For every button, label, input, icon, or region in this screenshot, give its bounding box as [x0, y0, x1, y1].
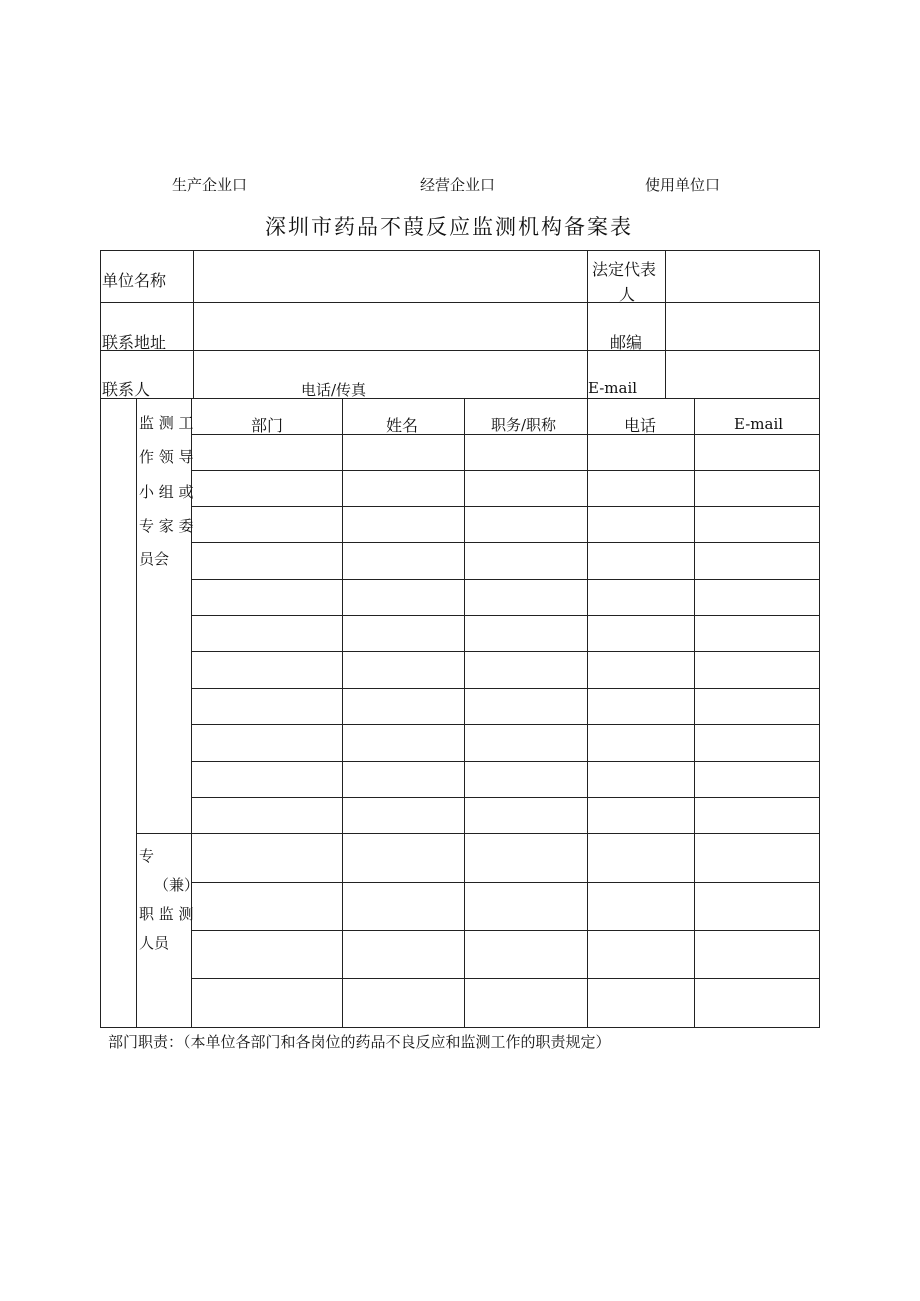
option-manufacturer[interactable]: 生产企业口: [172, 176, 248, 194]
postcode-label: 邮编: [610, 333, 643, 352]
column-header-phone: 电话: [624, 416, 657, 435]
unit-name-field[interactable]: [194, 251, 586, 301]
group1-label-line: 员会: [139, 550, 170, 568]
group1-label-line: 专 家 委: [139, 517, 194, 535]
email-label: E-mail: [588, 379, 638, 397]
unit-name-label: 单位名称: [102, 271, 167, 290]
column-header-department: 部门: [251, 416, 284, 435]
email-field[interactable]: [666, 351, 818, 397]
group2-label-line: （兼）: [154, 876, 200, 894]
group1-label-line: 监 测 工: [139, 414, 194, 432]
form-title: 深圳市药品不葭反应监测机构备案表: [265, 215, 633, 239]
group2-label-line: 职 监 测: [139, 905, 194, 923]
department-duties-note: 部门职责：（本单位各部门和各岗位的药品不良反应和监测工作的职责规定）: [108, 1033, 611, 1051]
contact-field[interactable]: [194, 351, 586, 397]
address-label: 联系地址: [102, 333, 167, 352]
option-user-unit[interactable]: 使用单位口: [645, 176, 721, 194]
column-header-email: E-mail: [734, 415, 784, 433]
address-field[interactable]: [194, 303, 586, 349]
column-header-name: 姓名: [386, 416, 419, 435]
group1-label-line: 小 组 或: [139, 483, 194, 501]
legal-rep-label-line2: 人: [619, 285, 636, 304]
column-header-title: 职务/职称: [491, 416, 557, 434]
group2-label-line: 人员: [139, 934, 170, 952]
postcode-field[interactable]: [666, 303, 818, 349]
contact-label: 联系人: [102, 380, 151, 399]
legal-rep-field[interactable]: [666, 251, 818, 301]
phone-fax-label: 电话/传真: [301, 381, 367, 399]
group1-label-line: 作 领 导: [139, 448, 194, 466]
legal-rep-label-line1: 法定代表: [592, 260, 657, 279]
option-distributor[interactable]: 经营企业口: [420, 176, 496, 194]
group2-label-line: 专: [139, 847, 155, 865]
